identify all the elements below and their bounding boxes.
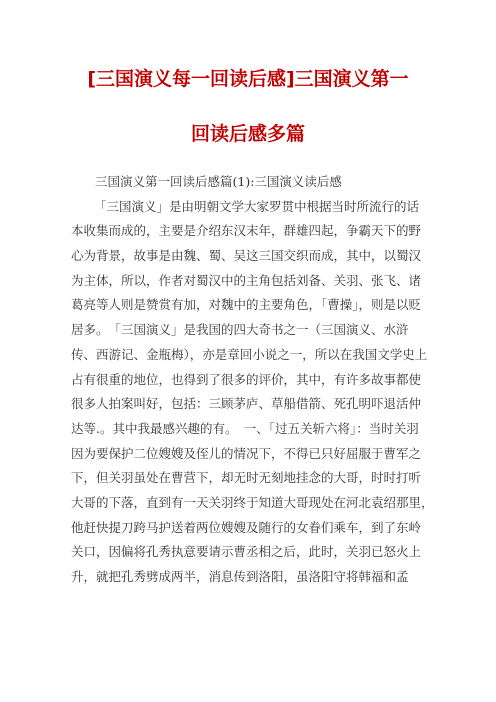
paragraph-line: 葛亮等人则是赞赏有加，对魏中的主要角色，「曹操」，则是以贬 bbox=[71, 297, 422, 313]
paragraph-line: 传、西游记、金瓶梅），亦是章回小说之一，所以在我国文学史上 bbox=[71, 346, 428, 362]
paragraph-line: 达等.。其中我最感兴趣的有。 一、「过五关斩六将」：当时关羽 bbox=[71, 420, 419, 436]
paragraph-line: 升，就把孔秀劈成两半，消息传到洛阳，虽洛阳守将韩福和孟 bbox=[71, 569, 409, 584]
paragraph-line: 居多。 「三国演义」是我国的四大奇书之一（三国演义、水浒 bbox=[71, 322, 409, 338]
document-title-line-2: 回读后感多篇 bbox=[190, 123, 305, 145]
paragraph-line: 「三国演义」是由明朝文学大家罗贯中根据当时所流行的话 bbox=[94, 198, 420, 214]
paragraph-line: 占有很重的地位，也得到了很多的评价，其中，有许多故事都使 bbox=[71, 371, 422, 387]
paragraph-line: 下，但关羽虽处在曹营下，却无时无刻地挂念的大哥，时时打听 bbox=[71, 470, 422, 486]
paragraph-line: 心为背景，故事是由魏、蜀、吴这三国交织而成，其中，以蜀汉 bbox=[71, 248, 422, 264]
document-title-line-1: [三国演义每一回读后感]三国演义第一 bbox=[87, 68, 409, 90]
paragraph-line: 因为要保护二位嫂嫂及侄儿的情况下，不得已只好屈服于曹军之 bbox=[71, 445, 422, 461]
paragraph-line: 为主体，所以，作者对蜀汉中的主角包括刘备、关羽、张飞、诸 bbox=[71, 272, 422, 288]
paragraph-line: 本收集而成的，主要是介绍东汉末年，群雄四起，争霸天下的野 bbox=[71, 223, 422, 239]
document-body bbox=[71, 170, 443, 590]
paragraph-line: 大哥的下落，直到有一天关羽终于知道大哥现处在河北袁绍那里， bbox=[71, 494, 434, 510]
paragraph-line: 很多人拍案叫好，包括：三顾茅庐、草船借箭、死孔明吓退活仲 bbox=[71, 396, 422, 412]
paragraph-line: 关口，因偏将孔秀执意要请示曹丞相之后，此时，关羽已怒火上 bbox=[71, 544, 422, 560]
paragraph-line: 他赶快提刀跨马护送着两位嫂嫂及随行的女眷们乘车，到了东岭 bbox=[71, 519, 422, 535]
document-subtitle: 三国演义第一回读后感篇(1):三国演义读后感 bbox=[95, 174, 342, 189]
